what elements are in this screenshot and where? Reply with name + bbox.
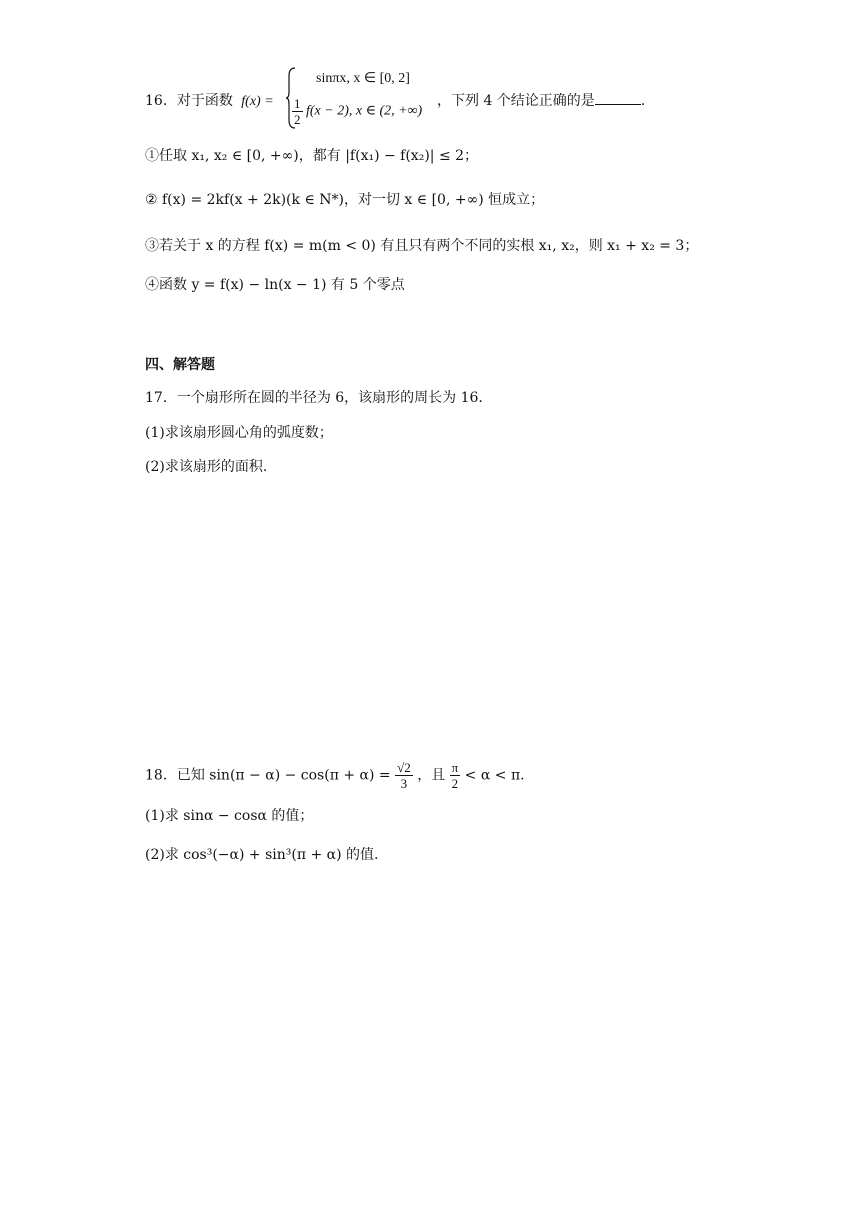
q16-item-2: ② f(x) = 2kf(x + 2k)(k ∈ N*)，对一切 x ∈ [0, +∞) 恒成立；	[145, 192, 545, 208]
piece-1: sinπx, x ∈ [0, 2]	[316, 71, 410, 86]
piece-2	[292, 96, 422, 127]
q16-stem	[145, 92, 274, 111]
q18-stem	[145, 760, 525, 791]
q16-item-3: ③若关于 x 的方程 f(x) = m(m < 0) 有且只有两个不同的实根 x₁, x₂，则 x₁ + x₂ = 3；	[145, 238, 699, 254]
q18-fraction-1	[395, 760, 413, 791]
q17-part-1: (1)求该扇形圆心角的弧度数；	[145, 425, 333, 441]
q18-fraction-2	[450, 760, 461, 791]
q18-frac2-den: 2	[451, 776, 459, 791]
piece-2-fraction	[292, 96, 303, 127]
q16-prefix: 16．对于函数	[145, 93, 233, 109]
q16-suffix-line	[437, 92, 645, 110]
q16-suffix: ，下列 4 个结论正确的是	[437, 93, 595, 109]
q18-part-1: (1)求 sinα − cosα 的值；	[145, 808, 314, 824]
answer-blank[interactable]	[595, 92, 641, 105]
q16-item-4: ④函数 y = f(x) − ln(x − 1) 有 5 个零点	[145, 277, 405, 293]
q16-item-1: ①任取 x₁, x₂ ∈ [0, +∞)，都有 |f(x₁) − f(x₂)| ≤ 2；	[145, 148, 479, 164]
piece-2-rest: f(x − 2), x ∈ (2, +∞)	[306, 103, 423, 119]
q18-stem-mid: ，且	[417, 767, 446, 784]
piece-2-frac-num: 1	[294, 96, 301, 111]
q18-frac1-num: √2	[397, 760, 411, 775]
q17-part-2: (2)求该扇形的面积.	[145, 459, 268, 475]
q18-frac2-num: π	[451, 760, 459, 775]
q16-end: .	[640, 93, 646, 109]
q18-part-2: (2)求 cos³(−α) + sin³(π + α) 的值.	[145, 847, 379, 863]
piece-2-frac-den: 2	[294, 112, 301, 127]
q16-func-lhs: f(x) =	[241, 94, 274, 109]
q17-stem: 17．一个扇形所在圆的半径为 6，该扇形的周长为 16.	[145, 390, 483, 406]
q18-frac1-den: 3	[400, 776, 408, 791]
q18-stem-prefix: 18．已知 sin(π − α) − cos(π + α) =	[145, 767, 391, 784]
q18-stem-suffix: < α < π.	[464, 767, 525, 784]
section-heading: 四、解答题	[145, 357, 215, 373]
